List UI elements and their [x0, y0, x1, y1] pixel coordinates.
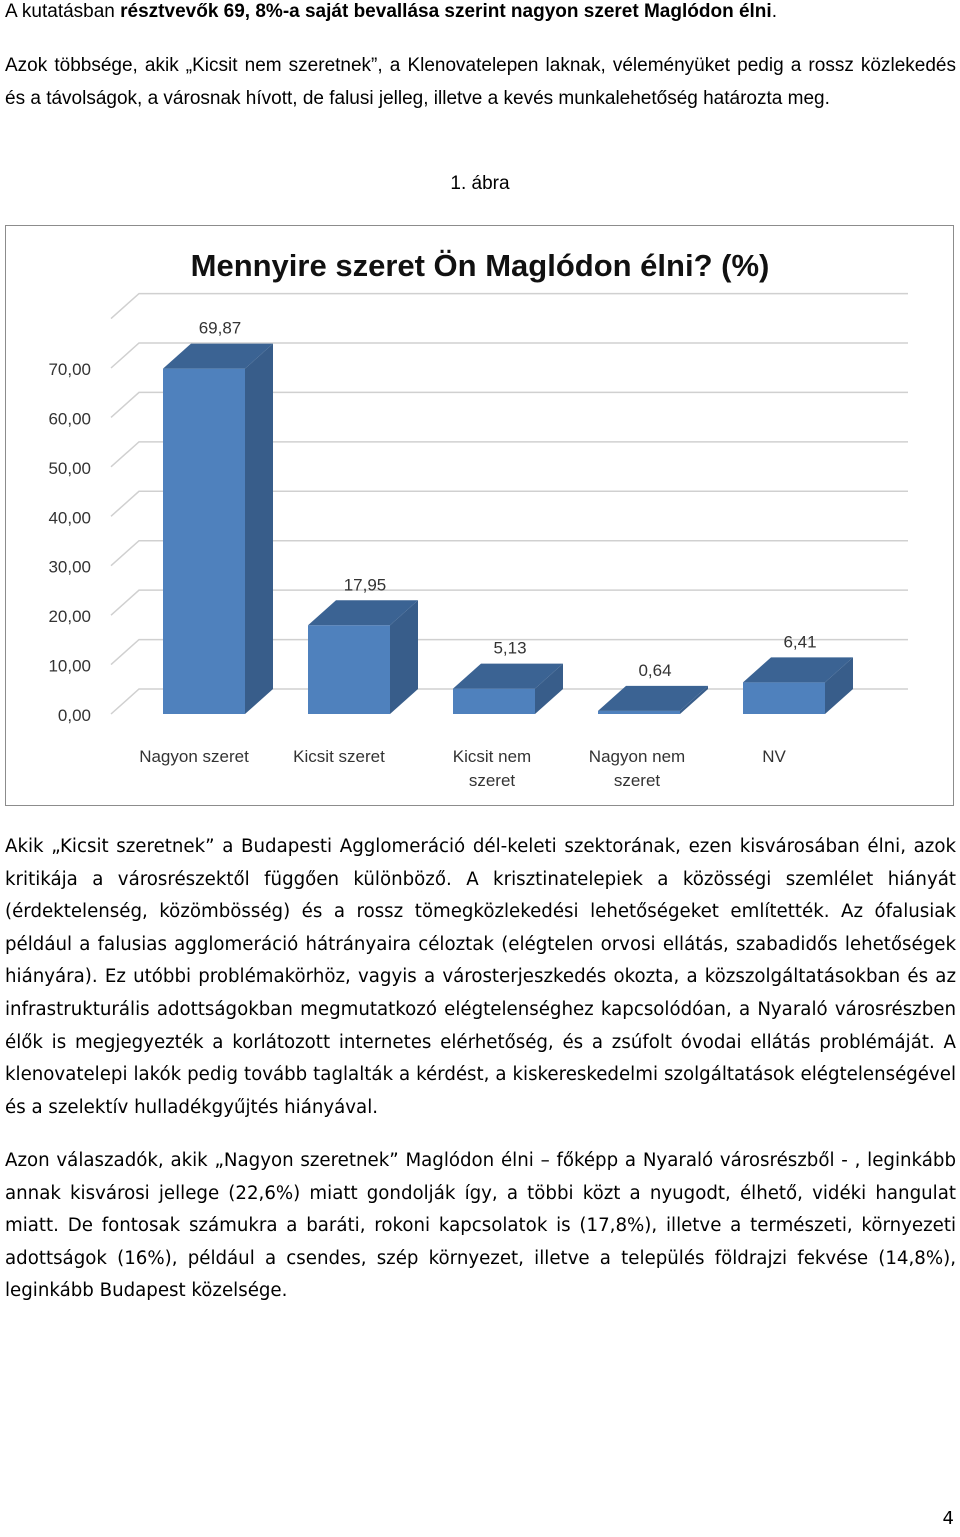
- y-tick-label: 20,00: [48, 607, 91, 627]
- bar-front: [163, 369, 245, 714]
- chart-bars: [163, 344, 853, 714]
- figure-caption: 1. ábra: [450, 173, 510, 194]
- data-label: 0,64: [638, 660, 672, 680]
- paragraph-kicsit-szeret: Akik „Kicsit szeretnek” a Budapesti Agglomeráció dél-keleti szektorának, ezen kisvárosában élni, azok kritikája a városrészektől függően különböző. A krisztinatelepiek a közösségi szemlélet hiányát (érdektelenség, közömbösség) és a rossz tömegközlekedési lehetőségeket említették. Az ófalusiak például a falusias agglomeráció hátrányaira céloztak (elégtelen orvosi ellátás, szabadidős lehetőségek hiányára). Ez utóbbi problémakörhöz, vagyis a városterjeszkedés okozta, a közszolgáltatásokban és az infrastrukturális adottságokban megmutatkozó elégtelenséghez kapcsolódóan, a Nyaraló városrészben élők is megjegyezték a korlátozott internetes elérhetőség, és a zsúfolt óvodai ellátás problémáját. A klenovatelepi lakók pedig tovább taglalták a kérdést, a kiskereskedelmi szolgáltatások elégtelenségével és a szelektív hulladékgyűjtés hiányával.: [5, 836, 956, 1118]
- chart-data-labels: [199, 319, 817, 680]
- y-tick-label: 70,00: [48, 360, 91, 379]
- bar: [743, 657, 853, 714]
- category-label: NV: [762, 747, 786, 766]
- y-tick-label: 40,00: [48, 508, 91, 528]
- bar-chart: [5, 225, 954, 806]
- category-label: Kicsit szeret: [293, 747, 385, 766]
- paragraph-kicsit-nem: Azok többsége, akik „Kicsit nem szeretnek”, a Klenovatelepen laknak, véleményüket pedig a rossz közlekedés és a távolságok, a városnak hívott, de falusi jelleg, illetve a kevés munkalehetőség határozta meg.: [5, 55, 956, 109]
- bar: [598, 686, 708, 714]
- data-label: 17,95: [343, 575, 387, 595]
- intro-bold-text: résztvevők 69, 8%-a saját bevallása szerint nagyon szeret Maglódon élni: [120, 1, 772, 22]
- category-label: szeret: [613, 771, 661, 790]
- chart-y-ticks: [48, 360, 91, 725]
- chart-title: Mennyire szeret Ön Maglódon élni? (%): [190, 248, 770, 283]
- bar: [163, 344, 273, 714]
- y-tick-label: 30,00: [48, 557, 91, 577]
- category-label: Nagyon szeret: [139, 747, 249, 766]
- intro-text-end: .: [771, 1, 777, 22]
- intro-text: A kutatásban: [5, 1, 121, 22]
- category-label: Nagyon nem: [588, 747, 686, 766]
- bar-front: [743, 682, 825, 714]
- category-label: Kicsit nem: [452, 747, 532, 766]
- y-tick-label: 10,00: [48, 656, 91, 676]
- bar-side: [245, 344, 273, 714]
- data-label: 69,87: [198, 318, 242, 338]
- category-label: szeret: [468, 771, 516, 790]
- bar: [308, 600, 418, 714]
- paragraph-nagyon-szeret: Azon válaszadók, akik „Nagyon szeretnek” Maglódon élni – főképp a Nyaraló városrészből - , leginkább annak kisvárosi jellege (22,6%) miatt gondolják így, a többi közt a nyugodt, élhető, vidéki hangulat miatt. De fontosak számukra a baráti, rokoni kapcsolatok is (17,8%), illetve a természeti, környezeti adottságok (16%), például a csendes, szép környezet, illetve a település földrajzi fekvése (14,8%), leginkább Budapest közelsége.: [5, 1150, 956, 1302]
- paragraph-intro: [5, 0, 956, 27]
- bar-front: [308, 625, 390, 714]
- bar-front: [598, 711, 680, 714]
- bar-chart-svg: [6, 226, 955, 807]
- gridline: [111, 294, 908, 319]
- data-label: 5,13: [493, 638, 527, 658]
- y-tick-label: 50,00: [48, 458, 91, 478]
- y-tick-label: 60,00: [48, 409, 91, 429]
- page-number: 4: [942, 1508, 954, 1529]
- bar: [453, 664, 563, 714]
- data-label: 6,41: [783, 632, 817, 652]
- bar-front: [453, 689, 535, 714]
- chart-category-labels: [139, 747, 786, 790]
- y-tick-label: 0,00: [57, 706, 91, 725]
